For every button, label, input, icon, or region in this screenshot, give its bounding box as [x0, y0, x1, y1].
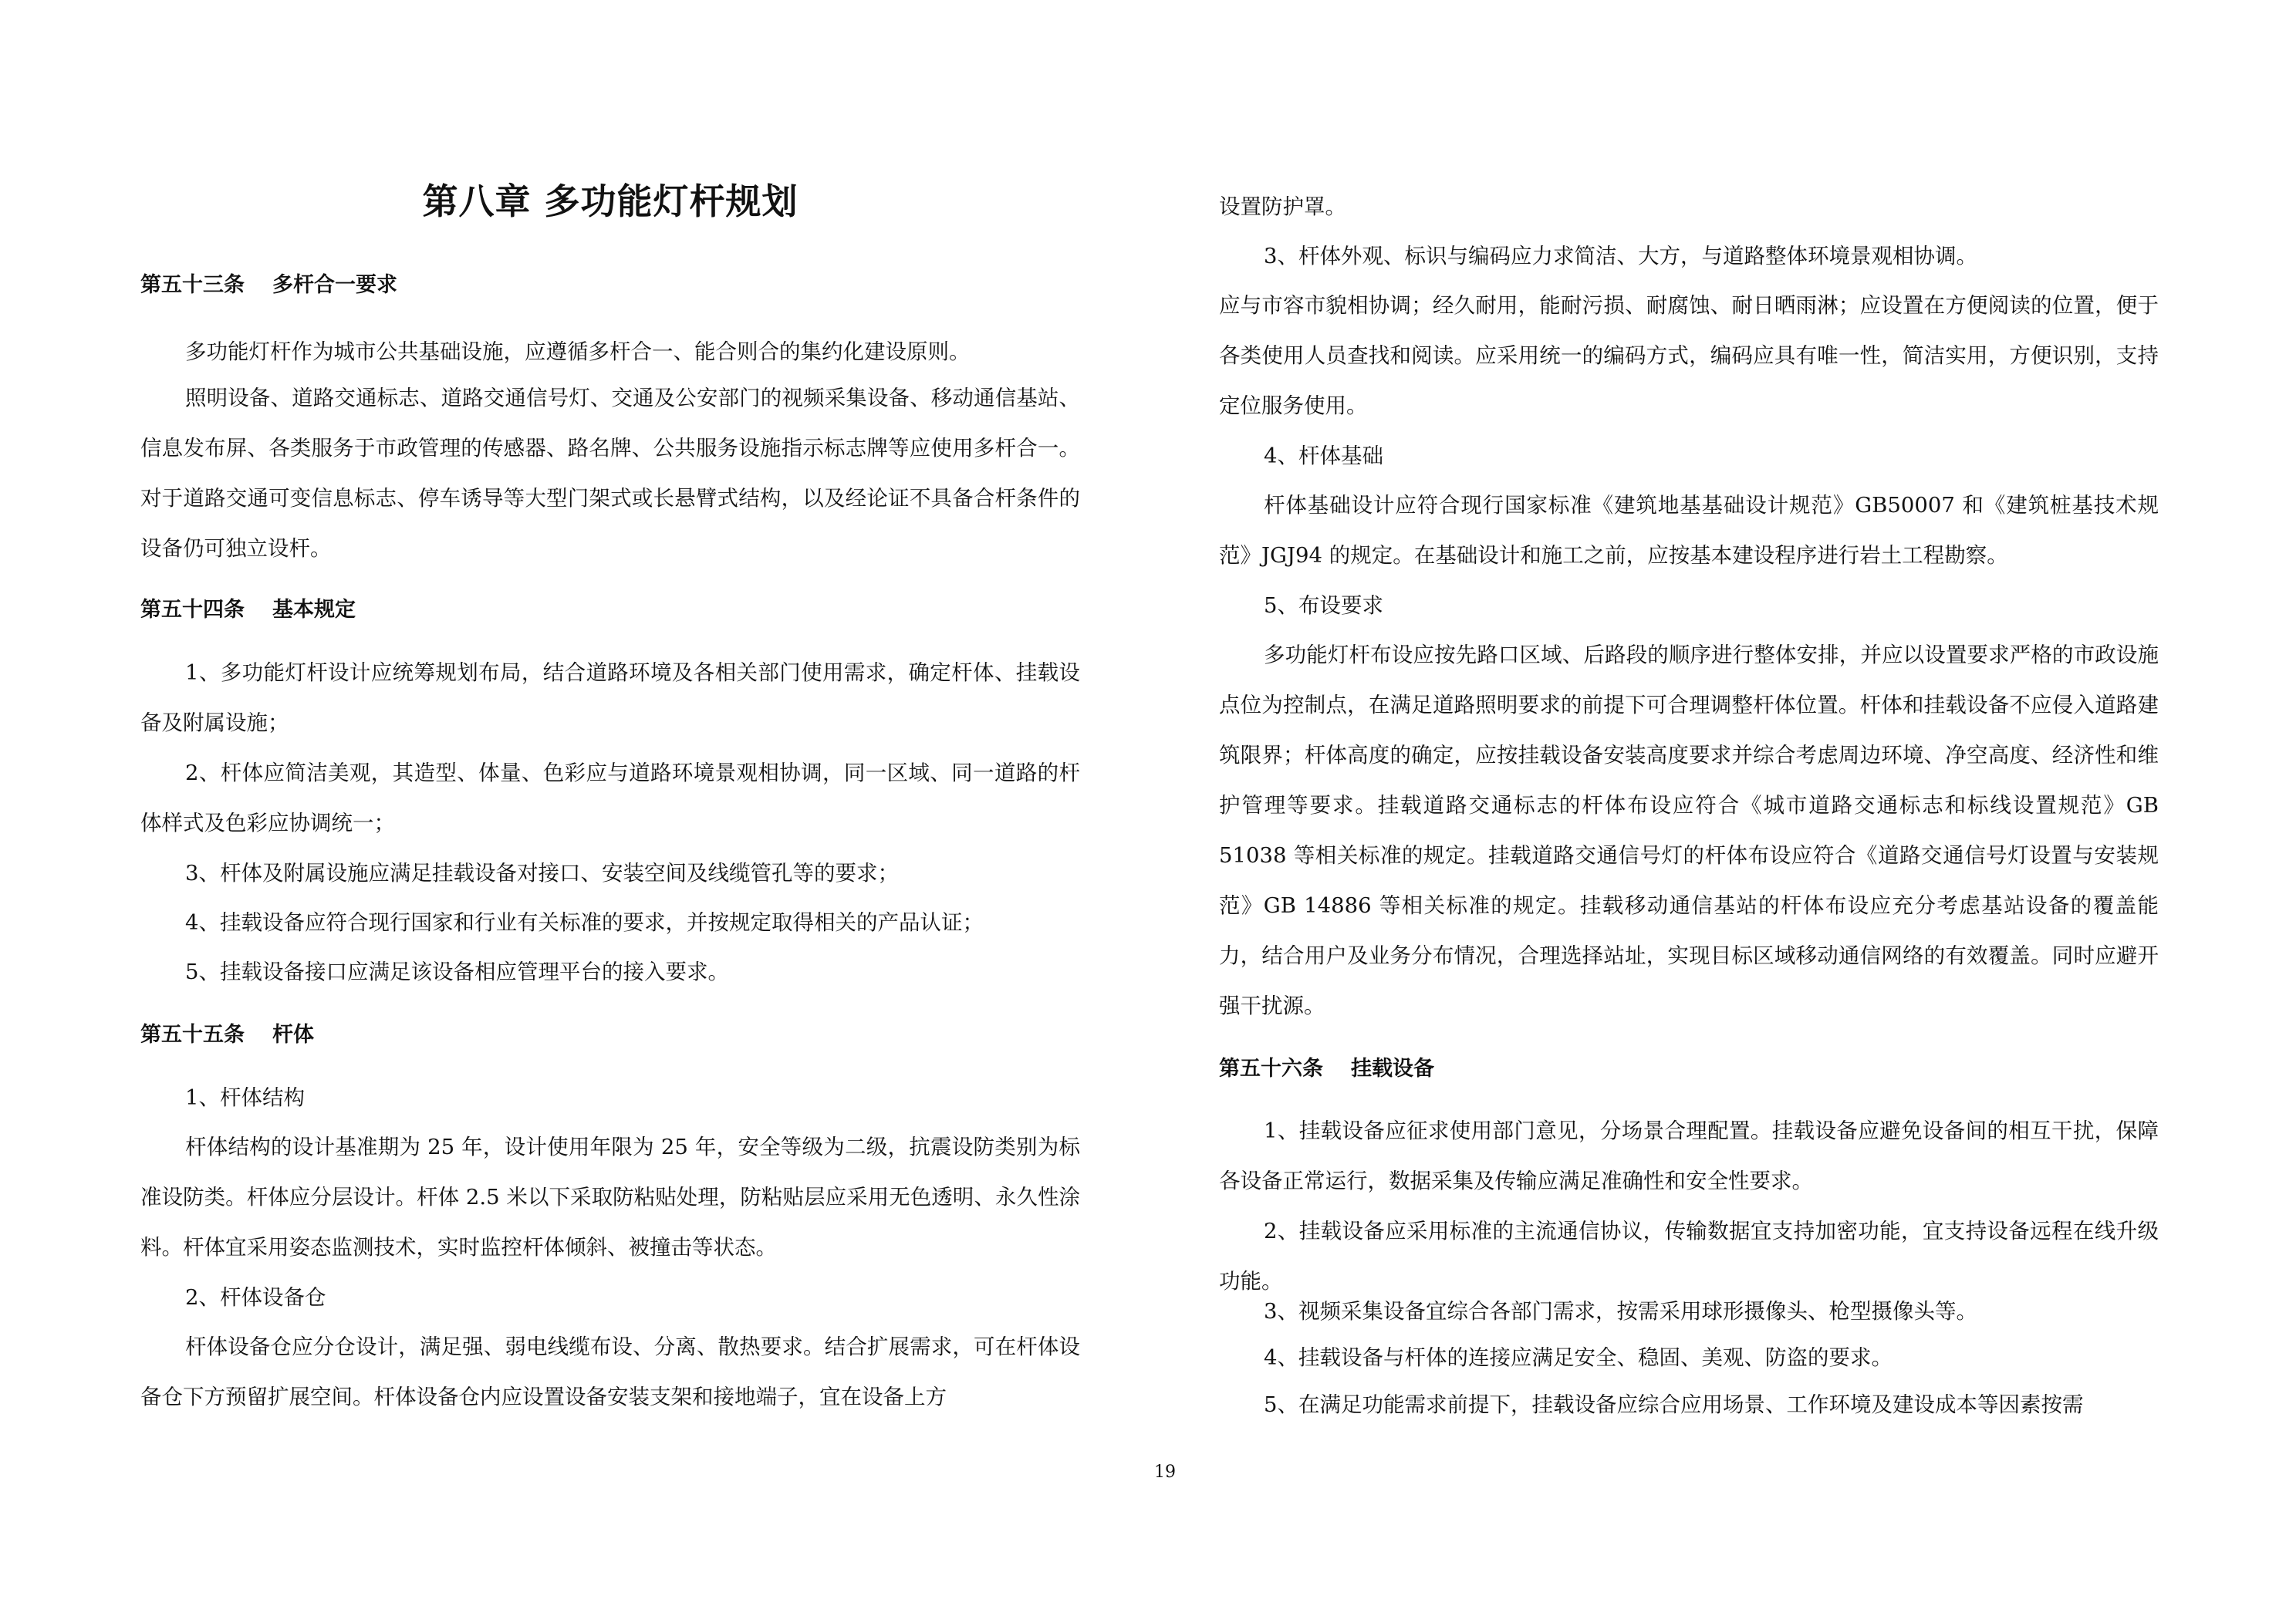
paragraph: 杆体基础设计应符合现行国家标准《建筑地基基础设计规范》GB50007 和《建筑桩基技术规范》JGJ94 的规定。在基础设计和施工之前，应按基本建设程序进行岩土工程勘察。 [1219, 493, 2159, 568]
subheading: 4、杆体基础 [1264, 444, 1383, 468]
subheading: 1、杆体结构 [185, 1085, 305, 1110]
article-56-heading [1219, 1054, 1434, 1085]
paragraph: 多功能灯杆作为城市公共基础设施，应遵循多杆合一、能合则合的集约化建设原则。 [185, 339, 971, 364]
article-title: 杆体 [272, 1023, 314, 1047]
article-number: 第五十五条 [140, 1023, 245, 1047]
paragraph: 2、杆体应简洁美观，其造型、体量、色彩应与道路环境景观相协调，同一区域、同一道路的杆体样式及色彩应协调统一； [140, 761, 1080, 835]
paragraph: 4、挂载设备应符合现行国家和行业有关标准的要求，并按规定取得相关的产品认证； [185, 910, 984, 935]
paragraph: 杆体结构的设计基准期为 25 年，设计使用年限为 25 年，安全等级为二级，抗震设防类别为标准设防类。杆体应分层设计。杆体 2.5 米以下采取防粘贴处理，防粘贴层应采用无色透明、永久性涂料。杆体宜采用姿态监测技术，实时监控杆体倾斜、被撞击等状态。 [140, 1135, 1080, 1260]
article-55-heading [140, 1020, 314, 1051]
article-title: 多杆合一要求 [272, 273, 397, 297]
subheading: 5、布设要求 [1264, 593, 1383, 618]
subheading: 2、杆体设备仓 [185, 1285, 326, 1310]
paragraph: 2、挂载设备应采用标准的主流通信协议，传输数据宜支持加密功能，宜支持设备远程在线升级功能。 [1219, 1219, 2159, 1294]
paragraph: 照明设备、道路交通标志、道路交通信号灯、交通及公安部门的视频采集设备、移动通信基站、信息发布屏、各类服务于市政管理的传感器、路名牌、公共服务设施指示标志牌等应使用多杆合一。对于道路交通可变信息标志、停车诱导等大型门架式或长悬臂式结构，以及经论证不具备合杆条件的设备仍可独立设杆。 [140, 386, 1080, 561]
paragraph: 1、挂载设备应征求使用部门意见，分场景合理配置。挂载设备应避免设备间的相互干扰，保障各设备正常运行，数据采集及传输应满足准确性和安全性要求。 [1219, 1119, 2159, 1193]
chapter-title: 第八章 多功能灯杆规划 [422, 181, 799, 222]
paragraph: 5、在满足功能需求前提下，挂载设备应综合应用场景、工作环境及建设成本等因素按需 [1264, 1392, 2084, 1417]
article-54-heading [140, 595, 356, 626]
article-number: 第五十四条 [140, 598, 245, 622]
paragraph: 5、挂载设备接口应满足该设备相应管理平台的接入要求。 [185, 960, 729, 984]
paragraph: 1、多功能灯杆设计应统筹规划布局，结合道路环境及各相关部门使用需求，确定杆体、挂载设备及附属设施； [140, 660, 1080, 735]
continued-text: 设置防护罩。 [1219, 194, 1346, 219]
paragraph: 3、视频采集设备宜综合各部门需求，按需采用球形摄像头、枪型摄像头等。 [1264, 1299, 1977, 1324]
paragraph: 3、杆体及附属设施应满足挂载设备对接口、安装空间及线缆管孔等的要求； [185, 861, 899, 886]
paragraph: 多功能灯杆布设应按先路口区域、后路段的顺序进行整体安排，并应以设置要求严格的市政设施点位为控制点，在满足道路照明要求的前提下可合理调整杆体位置。杆体和挂载设备不应侵入道路建筑限界；杆体高度的确定，应按挂载设备安装高度要求并综合考虑周边环境、净空高度、经济性和维护管理等要求。挂载道路交通标志的杆体布设应符合《城市道路交通标志和标线设置规范》GB 51038 等相关标准的规定。挂载道路交通信号灯的杆体布设应符合《道路交通信号灯设置与安装规范》GB 14886 等相关标准的规定。挂载移动通信基站的杆体布设应充分考虑基站设备的覆盖能力，结合用户及业务分布情况，合理选择站址，实现目标区域移动通信网络的有效覆盖。同时应避开强干扰源。 [1219, 643, 2159, 1018]
article-53-heading [140, 270, 397, 301]
paragraph: 3、杆体外观、标识与编码应力求简洁、大方，与道路整体环境景观相协调。 [1264, 244, 1977, 268]
article-title: 基本规定 [272, 598, 356, 622]
article-number: 第五十三条 [140, 273, 245, 297]
paragraph: 4、挂载设备与杆体的连接应满足安全、稳固、美观、防盗的要求。 [1264, 1345, 1893, 1370]
article-title: 挂载设备 [1351, 1057, 1434, 1081]
paragraph: 杆体设备仓应分仓设计，满足强、弱电线缆布设、分离、散热要求。结合扩展需求，可在杆体设备仓下方预留扩展空间。杆体设备仓内应设置设备安装支架和接地端子，宜在设备上方 [140, 1335, 1080, 1409]
article-number: 第五十六条 [1219, 1057, 1323, 1081]
paragraph: 应与市容市貌相协调；经久耐用，能耐污损、耐腐蚀、耐日晒雨淋；应设置在方便阅读的位置，便于各类使用人员查找和阅读。应采用统一的编码方式，编码应具有唯一性，简洁实用，方便识别，支持定位服务使用。 [1219, 293, 2159, 418]
page-number: 19 [1154, 1463, 1176, 1482]
